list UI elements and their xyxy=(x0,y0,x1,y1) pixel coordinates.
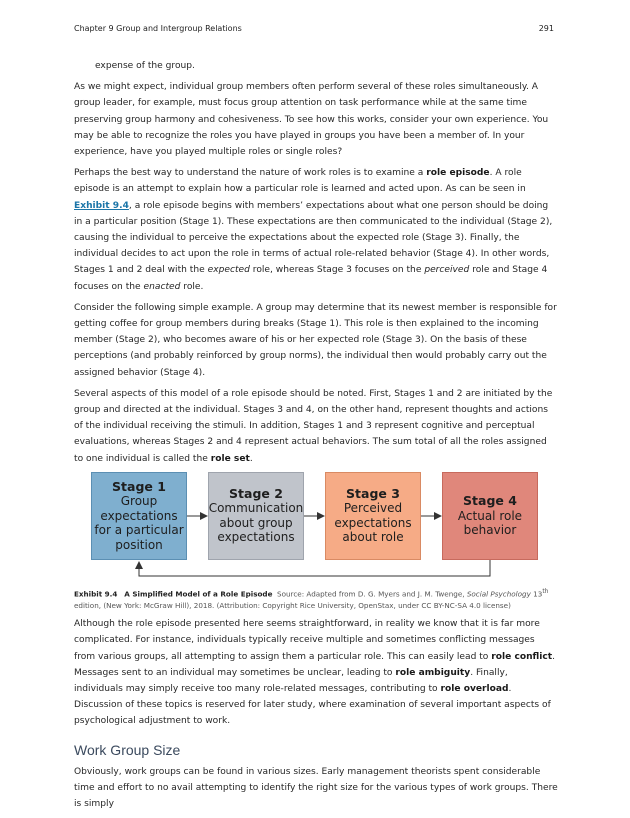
feedback-arrow-stage4-to-stage1 xyxy=(139,560,490,576)
paragraph-role-episode xyxy=(74,165,558,295)
stage-2-text: Communication about group expectations xyxy=(208,501,304,545)
caption-source: Source: Adapted from D. G. Myers and J. M. Twenge, xyxy=(277,589,467,599)
text-span: . xyxy=(249,453,253,464)
stage-1-text: Group expectations for a particular position xyxy=(94,494,184,552)
caption-title: A Simplified Model of a Role Episode xyxy=(124,589,273,599)
page-number: 291 xyxy=(538,24,554,33)
stage-3-title: Stage 3 xyxy=(346,485,400,501)
caption-edition: 13 xyxy=(530,589,543,599)
role-episode-diagram xyxy=(74,472,558,580)
caption-book-title: Social Psychology xyxy=(466,589,531,599)
stage-4-title: Stage 4 xyxy=(463,493,517,509)
caption-label: Exhibit 9.4 xyxy=(74,589,118,599)
text-span: . Finally, individuals may simply receive too many role-related messages, contributing to xyxy=(74,667,508,695)
paragraph-coffee-example: Consider the following simple example. A group may determine that its newest member is responsible for getting coffee for group members during breaks (Stage 1). This role is then explained to the incoming member (Stage 2), who becomes aware of his or her expected role (Stage 3). On the basis of these perceptions (and probably reinforced by group norms), the individual then would probably carry out the assigned behavior (Stage 4). xyxy=(74,302,557,378)
paragraph-role-complications xyxy=(74,616,558,729)
text-span: . Messages sent to an individual may sometimes be unclear, leading to xyxy=(74,651,556,678)
term-role-overload: role overload xyxy=(440,684,509,695)
term-role-set: role set xyxy=(210,453,250,464)
text-span: Perhaps the best way to understand the nature of work roles is to examine a xyxy=(74,168,427,179)
exhibit-9-4-link[interactable]: Exhibit 9.4 xyxy=(74,200,129,211)
paragraph-model-aspects xyxy=(74,386,558,467)
section-heading-work-group-size: Work Group Size xyxy=(74,741,181,758)
stage-1-box xyxy=(91,472,187,560)
stage-3-box xyxy=(325,472,421,560)
text-span: Several aspects of this model of a role episode should be noted. First, Stages 1 and 2 are initiated by the group and directed at the individual. Stages 3 and 4, on the other hand, represent thoughts and actions of the individual receiving the stimuli. In addition, Stages 1 and 3 represent cognitive and perceptual evaluations, whereas Stages 2 and 4 represent actual behaviors. The sum total of all the roles assigned to one individual is called the xyxy=(74,388,553,464)
caption-attribution: edition, (New York: McGraw Hill), 2018. (Attribution: Copyright Rice University, OpenStax, under CC BY-NC-SA 4.0 license) xyxy=(74,600,511,610)
text-span: . A role episode is an attempt to explain how a particular role is learned and acted upon. As can be seen in xyxy=(74,168,526,195)
term-role-conflict: role conflict xyxy=(491,651,553,662)
paragraph-multiple-roles: As we might expect, individual group members often perform several of these roles simultaneously. A group leader, for example, must focus group attention on task performance while at the same time preserving group harmony and cohesiveness. To see how this works, consider your own experience. You may be able to recognize the roles you have played in groups you have been a member of. In your experience, have you played multiple roles or single roles? xyxy=(74,82,549,158)
exhibit-caption xyxy=(74,586,558,611)
paragraph-work-group-size: Obviously, work groups can be found in various sizes. Early management theorists spent considerable time and effort to no avail attempting to identify the right size for the various types of work groups. There is simply xyxy=(74,766,558,810)
emphasis-enacted: enacted xyxy=(143,281,181,292)
stage-4-box xyxy=(442,472,538,560)
stage-1-title: Stage 1 xyxy=(112,478,166,494)
page-body xyxy=(74,58,558,818)
running-header-chapter: Chapter 9 Group and Intergroup Relations xyxy=(74,24,242,33)
emphasis-perceived: perceived xyxy=(424,265,470,276)
stage-2-title: Stage 2 xyxy=(229,485,283,501)
text-span: role. xyxy=(180,281,204,292)
emphasis-expected: expected xyxy=(207,265,250,276)
caption-superscript: th xyxy=(542,587,549,595)
text-span: , a role episode begins with members’ expectations about what one person should be doing in a particular position (Stage 1). These expectations are then communicated to the individual (Stage 2), causing the individual to perceive the expectations about the expected role (Stage 3). Finally, the individual decides to act upon the role in terms of actual role-related behavior (Stage 4). In other words, Stages 1 and 2 deal with the xyxy=(74,200,553,276)
text-span: . Discussion of these topics is reserved for later study, where examination of several important aspects of psychological adjustment to work. xyxy=(74,684,551,727)
text-span: Although the role episode presented here seems straightforward, in reality we know that it is far more complicated. For instance, individuals typically receive multiple and sometimes conflicting messages from various groups, all attempting to assign them a particular role. This can easily lead to xyxy=(74,619,540,662)
text-span: role, whereas Stage 3 focuses on the xyxy=(249,265,425,276)
stage-2-box xyxy=(208,472,304,560)
paragraph-continuation: expense of the group. xyxy=(95,61,195,71)
term-role-ambiguity: role ambiguity xyxy=(395,667,471,678)
term-role-episode: role episode xyxy=(426,168,490,179)
stage-3-text: Perceived expectations about role xyxy=(334,501,412,545)
stage-4-text: Actual role behavior xyxy=(457,508,523,538)
text-span: role and Stage 4 focuses on the xyxy=(74,265,548,292)
